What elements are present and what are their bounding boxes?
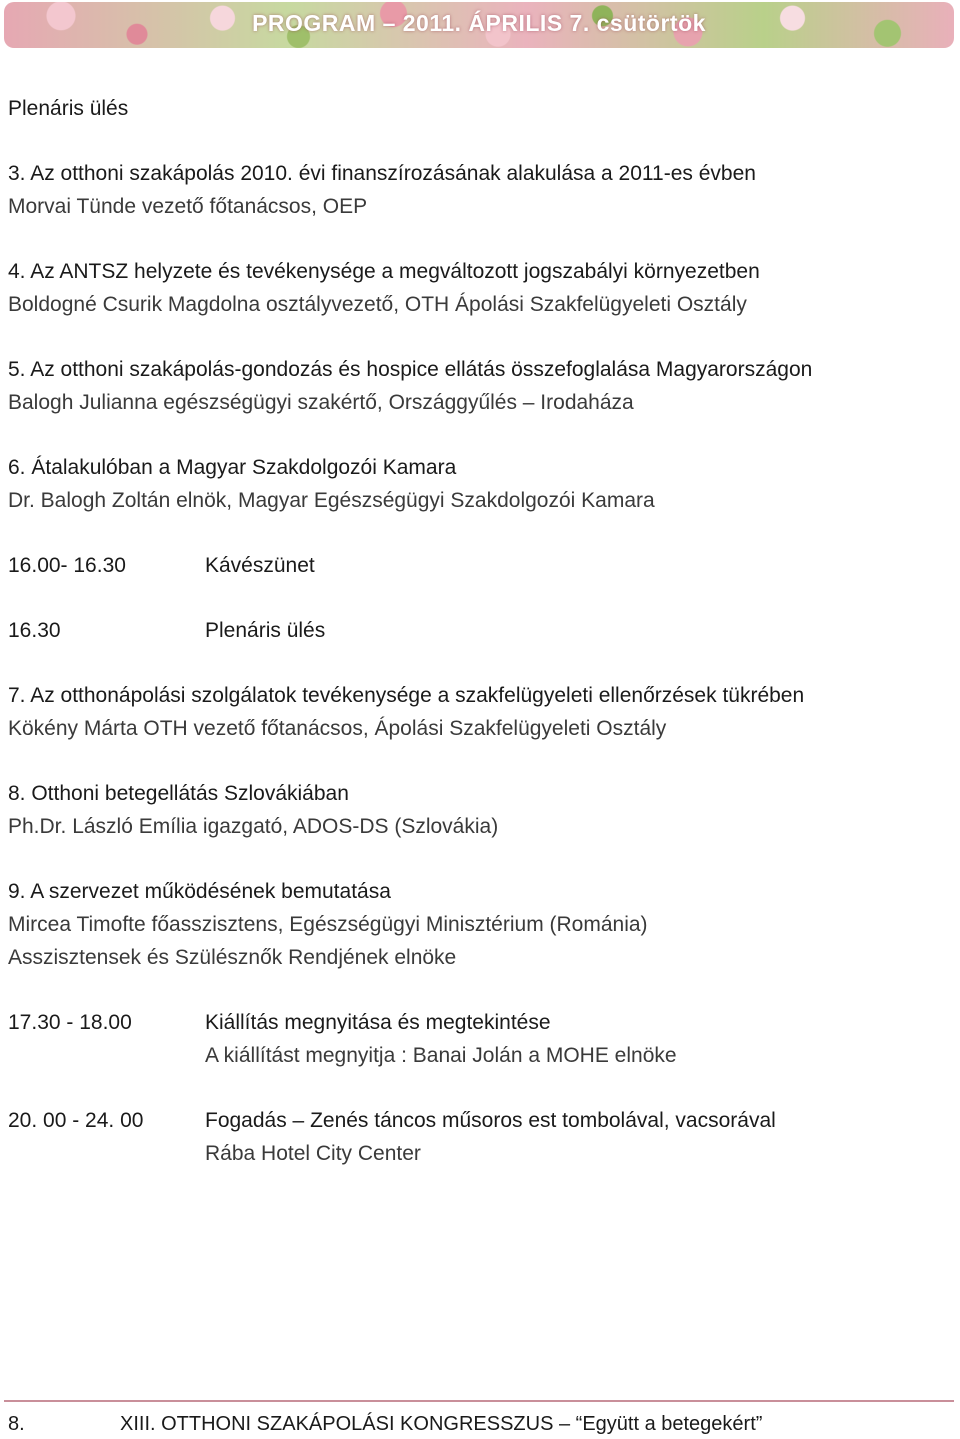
talk-title: 7. Az otthonápolási szolgálatok tevékenysége a szakfelügyeleti ellenőrzések tükrében [8,684,805,707]
talk-title: 6. Átalakulóban a Magyar Szakdolgozói Kamara [8,456,457,479]
break-label: Kávészünet [205,554,315,577]
talk-item [8,353,948,419]
talk-item [8,255,948,321]
session2-item [8,614,948,647]
talk-item [8,157,948,223]
reception-detail: Rába Hotel City Center [205,1142,421,1165]
reception-item [8,1104,948,1170]
session-title: Plenáris ülés [8,97,129,120]
program-content [8,92,948,1170]
talk-speaker-role: Asszisztensek és Szülésznők Rendjének elnöke [8,946,457,969]
talk-speaker: Mircea Timofte főasszisztens, Egészségügyi Minisztérium (Románia) [8,913,648,936]
talk-title: 3. Az otthoni szakápolás 2010. évi finanszírozásának alakulása a 2011-es évben [8,162,756,185]
talk-speaker: Morvai Tünde vezető főtanácsos, OEP [8,195,368,218]
page-number: 8. [8,1413,25,1435]
talk-item [8,679,948,745]
reception-time: 20. 00 - 24. 00 [8,1109,144,1132]
talk-title: 8. Otthoni betegellátás Szlovákiában [8,782,349,805]
talk-item [8,875,948,974]
footer-divider [4,1400,954,1402]
talk-item [8,451,948,517]
exhibition-title: Kiállítás megnyitása és megtekintése [205,1011,551,1034]
banner-title: PROGRAM – 2011. ÁPRILIS 7. csütörtök [252,10,706,36]
session2-label: Plenáris ülés [205,619,326,642]
footer-title: XIII. OTTHONI SZAKÁPOLÁSI KONGRESSZUS – “Együtt a betegekért” [120,1413,763,1435]
break-item [8,549,948,582]
talk-title: 5. Az otthoni szakápolás-gondozás és hospice ellátás összefoglalása Magyarországon [8,358,813,381]
talk-title: 4. Az ANTSZ helyzete és tevékenysége a megváltozott jogszabályi környezetben [8,260,760,283]
talk-item [8,777,948,843]
exhibition-item [8,1006,948,1072]
session2-time: 16.30 [8,619,61,642]
talk-speaker: Boldogné Csurik Magdolna osztályvezető, OTH Ápolási Szakfelügyeleti Osztály [8,293,747,316]
talk-speaker: Dr. Balogh Zoltán elnök, Magyar Egészségügyi Szakdolgozói Kamara [8,489,655,512]
reception-title: Fogadás – Zenés táncos műsoros est tombolával, vacsorával [205,1109,776,1132]
exhibition-detail: A kiállítást megnyitja : Banai Jolán a MOHE elnöke [205,1044,677,1067]
talk-speaker: Ph.Dr. László Emília igazgató, ADOS-DS (Szlovákia) [8,815,499,838]
header-banner [4,2,954,48]
exhibition-time: 17.30 - 18.00 [8,1011,132,1034]
talk-title: 9. A szervezet működésének bemutatása [8,880,391,903]
talk-speaker: Balogh Julianna egészségügyi szakértő, Országgyűlés – Irodaháza [8,391,634,414]
break-time: 16.00- 16.30 [8,554,126,577]
talk-speaker: Kökény Márta OTH vezető főtanácsos, Ápolási Szakfelügyeleti Osztály [8,717,667,740]
